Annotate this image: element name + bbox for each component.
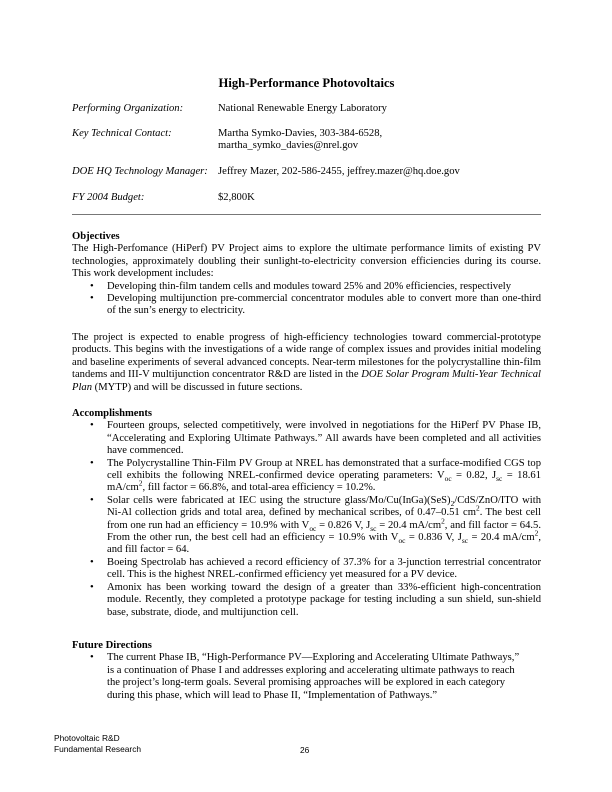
bullet-icon: •: [90, 494, 94, 506]
list-item: • The Polycrystalline Thin-Film PV Group at NREL has demonstrated that a surface-modified CGS top cell exhibits the following NREL-confirmed device operating parameters: $V_{oc} = 0.82$, $J_{sc} = 18.61$ $mA/cm^2$, fill factor = 66.8%, and total-area efficiency = 10.2%.: [90, 457, 542, 494]
contact-email[interactable]: martha_symko_davies@nrel.gov: [218, 140, 359, 151]
footer-line-1: Photovoltaic R&D: [54, 733, 120, 743]
list-item: • Fourteen groups, selected competitively, were involved in negotiations for the HiPerf PV Phase IB, “Accelerating and Exploring Ultimate Pathways.” All awards have been completed and all activities have commenced.: [90, 420, 541, 457]
accomplishments-heading: Accomplishments: [72, 408, 153, 419]
list-item: • Developing multijunction pre-commercial concentrator modules able to convert more than one-third of the sun’s energy to electricity.: [90, 293, 541, 317]
future-section: [72, 640, 541, 702]
org-label: Performing Organization:: [72, 103, 184, 114]
future-list: [72, 652, 541, 702]
objectives-paragraph-2: The project is expected to enable progress of high-efficiency technologies toward commercial-prototype products. This begins with the investigations of a wide range of complex issues and provides initial modeling and baseline experiments of several advanced concepts. Near-term milestones for the polycrystalline thin-film tandems and III-V multijunction concentrator R&D are listed in the DOE Solar Program Multi-Year Technical Plan (MYTP) and will be discussed in future sections.: [72, 332, 541, 393]
objectives-list: [72, 281, 541, 318]
contact-label: Key Technical Contact:: [72, 128, 172, 139]
bullet-icon: •: [90, 420, 94, 432]
bullet-icon: •: [90, 280, 94, 292]
mytp-title: DOE Solar Program Multi-Year Technical Plan: [72, 369, 541, 393]
list-item: • Amonix has been working toward the design of a greater than 33%-efficient high-concentration module. Recently, they completed a prototype package for testing including a sun shield, sun-shield base, substrate, diode, and multijunction cell.: [90, 581, 541, 618]
budget-label: FY 2004 Budget:: [72, 192, 145, 203]
accomplishments-section: [72, 408, 541, 619]
contact-value-line1: Martha Symko-Davies, 303-384-6528,: [218, 128, 383, 139]
manager-value: Jeffrey Mazer, 202-586-2455, jeffrey.mazer@hq.doe.gov: [218, 166, 460, 177]
org-value: National Renewable Energy Laboratory: [218, 103, 387, 114]
footer-line-2: Fundamental Research: [54, 744, 142, 754]
bullet-icon: •: [90, 293, 94, 305]
bullet-icon: •: [90, 652, 94, 664]
list-item: • Developing thin-film tandem cells and modules toward 25% and 20% efficiencies, respectively: [90, 280, 512, 292]
page-title: High-Performance Photovoltaics: [218, 76, 395, 90]
bullet-icon: •: [90, 457, 94, 469]
budget-value: $2,800K: [218, 192, 255, 203]
page-number: 26: [300, 745, 310, 755]
list-item: • The current Phase IB, “High-Performance PV—Exploring and Accelerating Ultimate Pathways,” is a continuation of Phase I and addresses exploring and accelerating ultimate pathways to reach the project’s long-term goals. Several promising approaches will be explored in each category during this phase, which will lead to Phase II, “Implementation of Pathways.”: [90, 652, 520, 701]
objectives-intro: The High-Perfomance (HiPerf) PV Project aims to explore the ultimate performance limits of existing PV technologies, approximately doubling their sunlight-to-electricity conversion efficiencies during its course. This work development includes:: [72, 243, 541, 280]
future-heading: Future Directions: [72, 640, 152, 651]
objectives-heading: Objectives: [72, 231, 120, 242]
objectives-section: [72, 231, 541, 318]
bullet-icon: •: [90, 556, 94, 568]
bullet-icon: •: [90, 581, 94, 593]
header-divider: [72, 214, 541, 215]
list-item: • Boeing Spectrolab has achieved a record efficiency of 37.3% for a 3-junction terrestrial concentrator cell. This is the highest NREL-confirmed efficiency yet measured for a PV device.: [90, 556, 541, 581]
manager-label: DOE HQ Technology Manager:: [72, 166, 208, 177]
list-item: • Solar cells were fabricated at IEC using the structure glass/$Mo/Cu(InGa)(SeS)_2/CdS/ZnO$/ITO with Ni-Al collection grids and total area, defined by mechanical scribes, of 0.47–0.51 $cm^2$. The best cell from one run had an efficiency = 10.9% with $V_{oc} = 0.826$ V, $J_{sc} = 20.4$ $mA/cm^2$, and fill factor = 64.5. From the other run, the best cell had an efficiency = 10.9% with $V_{oc} = 0.836$ V, $J_{sc} = 20.4$ $mA/cm^2$, and fill factor = 64.: [90, 494, 541, 556]
accomplishments-list: [72, 420, 541, 619]
